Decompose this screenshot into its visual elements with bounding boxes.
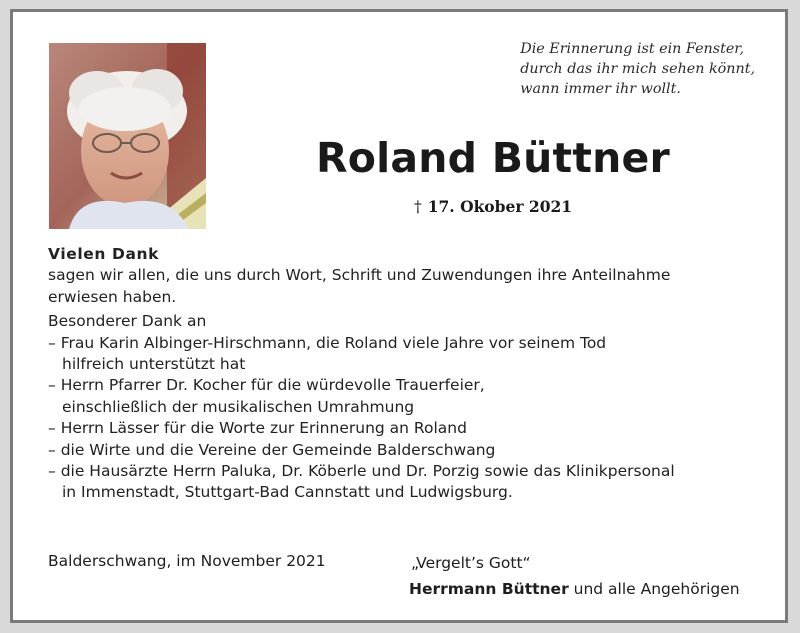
special-thanks-heading: Besonderer Dank an xyxy=(48,312,207,331)
quote-line: wann immer ihr wollt. xyxy=(520,81,681,97)
death-date: 17. Okober 2021 xyxy=(427,197,573,216)
closing-phrase: „Vergelt’s Gott“ xyxy=(411,554,531,572)
place-date: Balderschwang, im November 2021 xyxy=(48,552,326,570)
quote-line: Die Erinnerung ist ein Fenster, xyxy=(520,41,745,57)
item-text-continued: hilfreich unterstützt hat xyxy=(62,355,246,374)
thanks-list-item xyxy=(48,418,768,439)
thanks-list-item xyxy=(48,375,768,418)
thanks-list-item xyxy=(48,333,768,376)
portrait-photo xyxy=(49,43,206,229)
dash: – xyxy=(48,376,56,395)
dash: – xyxy=(48,440,56,459)
signers xyxy=(409,576,740,602)
dash: – xyxy=(48,462,56,481)
item-text: Herrn Pfarrer Dr. Kocher für die würdevolle Trauerfeier, xyxy=(60,376,485,395)
thanks-list-item xyxy=(48,461,768,504)
deceased-name: Roland Büttner xyxy=(316,134,670,182)
item-text-continued: in Immenstadt, Stuttgart-Bad Cannstatt und Ludwigsburg. xyxy=(62,483,513,502)
portrait-image xyxy=(49,43,206,229)
signature-block xyxy=(409,550,740,602)
thanks-heading: Vielen Dank xyxy=(48,245,160,263)
item-text-continued: einschließlich der musikalischen Umrahmung xyxy=(62,397,415,416)
quote-line: durch das ihr mich sehen könnt, xyxy=(520,61,755,77)
memorial-quote xyxy=(520,39,755,99)
item-text: Frau Karin Albinger-Hirschmann, die Roland viele Jahre vor seinem Tod xyxy=(60,333,607,352)
item-text: die Wirte und die Vereine der Gemeinde Balderschwang xyxy=(60,440,496,459)
thanks-intro-line: erwiesen haben. xyxy=(48,287,177,306)
death-date-line xyxy=(313,196,673,218)
thanks-list-item xyxy=(48,440,768,461)
thanks-intro-line: sagen wir allen, die uns durch Wort, Schrift und Zuwendungen ihre Anteilnahme xyxy=(48,266,671,285)
obituary-card xyxy=(10,9,788,623)
dash: – xyxy=(48,419,56,438)
item-text: Herrn Lässer für die Worte zur Erinnerung an Roland xyxy=(60,419,467,438)
signer-name: Herrmann Büttner xyxy=(409,580,569,598)
cross-icon: † xyxy=(413,198,422,216)
thanks-text xyxy=(48,244,768,504)
dash: – xyxy=(48,333,56,352)
item-text: die Hausärzte Herrn Paluka, Dr. Köberle und Dr. Porzig sowie das Klinikpersonal xyxy=(60,462,675,481)
signer-rest: und alle Angehörigen xyxy=(568,580,740,598)
